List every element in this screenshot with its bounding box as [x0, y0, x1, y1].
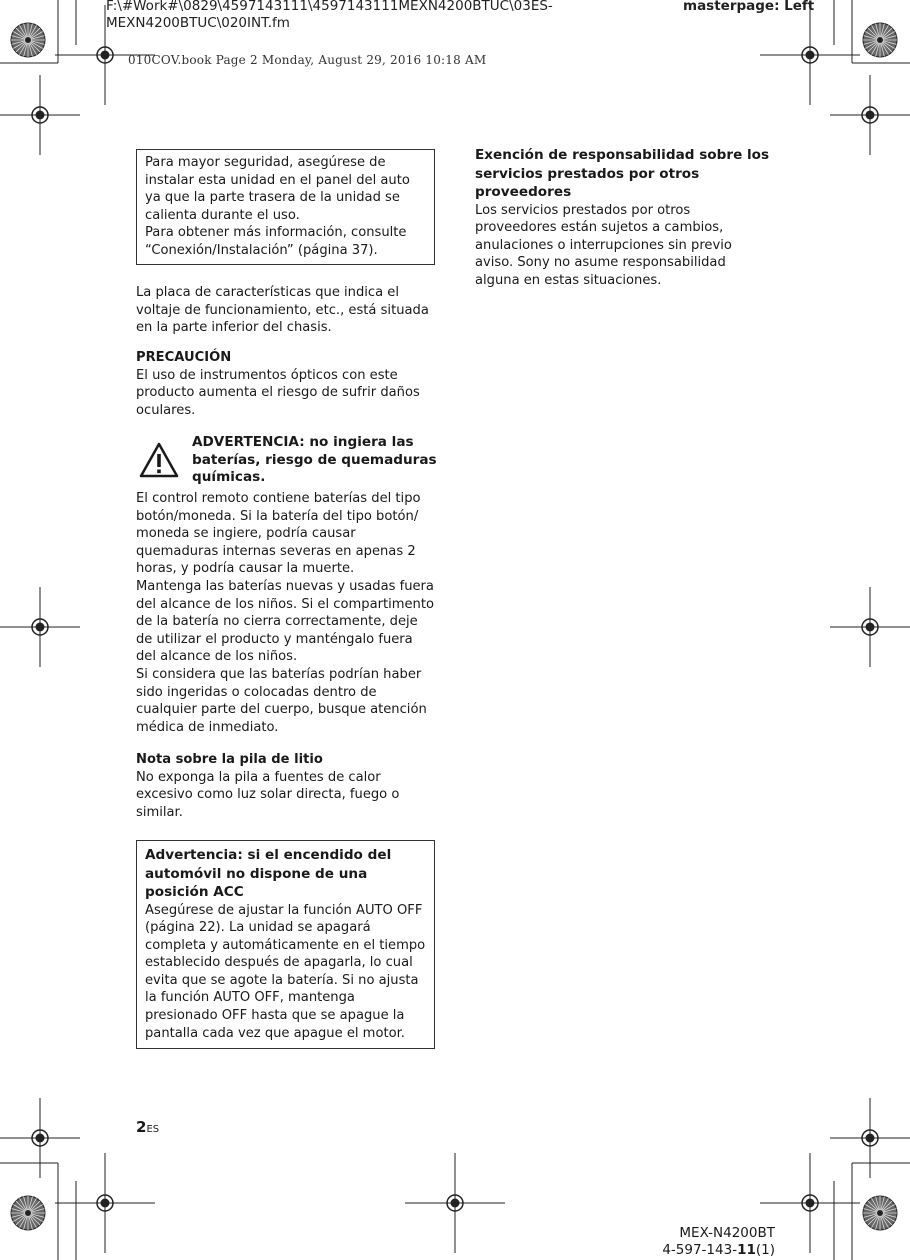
registration-crosshair-icon	[830, 587, 910, 667]
caution-body: El uso de instrumentos ópticos con este producto aumenta el riesgo de sufrir daños oculares.	[136, 367, 420, 418]
safety-note-reference: Para obtener más información, consulte “Conexión/Instalación” (página 37).	[145, 225, 407, 258]
registration-crosshair-icon	[830, 1098, 910, 1178]
caution-heading: PRECAUCIÓN	[136, 350, 232, 365]
warning-body	[136, 490, 436, 736]
lithium-note-body: No exponga la pila a fuentes de calor excesivo como luz solar directa, fuego o similar.	[136, 769, 400, 820]
disclaimer-heading: Exención de responsabilidad sobre los servicios prestados por otros proveedores	[475, 147, 770, 200]
registration-disk-icon	[11, 1196, 45, 1230]
registration-crosshair-icon	[760, 1153, 860, 1253]
registration-disk-icon	[863, 23, 897, 57]
lithium-note-heading: Nota sobre la pila de litio	[136, 752, 323, 767]
registration-crosshair-icon	[0, 587, 80, 667]
registration-crosshair-icon	[0, 75, 80, 155]
footer-code-revision: 11	[737, 1242, 756, 1258]
footer-code	[640, 1242, 775, 1259]
warning-heading: ADVERTENCIA: no ingiera las baterías, riesgo de quemaduras químicas.	[192, 434, 437, 486]
registration-crosshair-icon	[760, 5, 860, 105]
registration-crosshair-icon	[0, 1098, 80, 1178]
page-number-suffix: ES	[146, 1124, 160, 1135]
header-book-info: 010COV.book Page 2 Monday, August 29, 2016 10:18 AM	[128, 53, 487, 67]
header-file-path: F:\#Work#\0829\4597143111\4597143111MEXN4200BTUC\03ES-MEXN4200BTUC\020INT.fm	[106, 0, 553, 31]
footer-code-suffix: (1)	[755, 1242, 775, 1258]
acc-warning-box	[136, 840, 435, 1049]
page-number	[136, 1118, 159, 1136]
registration-crosshair-icon	[55, 1153, 155, 1253]
page-number-value: 2	[136, 1118, 147, 1136]
footer-model: MEX-N4200BT	[679, 1225, 775, 1241]
registration-disk-icon	[863, 1196, 897, 1230]
registration-disk-icon	[11, 23, 45, 57]
caution-section	[136, 349, 436, 419]
header-masterpage: masterpage: Left	[683, 0, 815, 14]
registration-crosshair-icon	[405, 1153, 505, 1253]
safety-note-text: Para mayor seguridad, asegúrese de instalar esta unidad en el panel del auto ya que la parte trasera de la unidad se calienta durante el uso.	[145, 155, 410, 223]
warning-paragraph-3: Si considera que las baterías podrían haber sido ingeridas o colocadas dentro de cualquier parte del cuerpo, busque atención médica de inmediato.	[136, 666, 427, 735]
lithium-note-section	[136, 751, 436, 821]
warning-paragraph-2: Mantenga las baterías nuevas y usadas fuera del alcance de los niños. Si el compartimento de la batería no cierra correctamente, deje de utilizar el producto y manténgalo fuera del alcance de los niños.	[136, 578, 434, 665]
warning-triangle-icon	[138, 441, 180, 479]
acc-warning-heading: Advertencia: si el encendido del automóvil no dispone de una posición ACC	[145, 847, 392, 900]
registration-crosshair-icon	[830, 75, 910, 155]
warning-paragraph-1: El control remoto contiene baterías del tipo botón/moneda. Si la batería del tipo botón/ moneda se ingiere, podría causar quemaduras internas severas en apenas 2 horas, y podría causar la muerte.	[136, 491, 421, 577]
acc-warning-body: Asegúrese de ajustar la función AUTO OFF (página 22). La unidad se apagará completa y automáticamente en el tiempo establecido después de apagarla, lo cual evita que se agote la batería. Si no ajusta la función AUTO OFF, mantenga presionado OFF hasta que se apague la pantalla cada vez que apague el motor.	[145, 902, 426, 1041]
footer-model-info	[640, 1225, 775, 1259]
footer-code-prefix: 4-597-143-	[662, 1242, 738, 1258]
rating-plate-paragraph: La placa de características que indica el voltaje de funcionamiento, etc., está situada en la parte inferior del chasis.	[136, 285, 429, 336]
disclaimer-body: Los servicios prestados por otros proveedores están sujetos a cambios, anulaciones o interrupciones sin previo aviso. Sony no asume responsabilidad alguna en estas situaciones.	[475, 202, 732, 288]
disclaimer-section	[475, 146, 770, 289]
safety-note-box	[136, 149, 435, 265]
